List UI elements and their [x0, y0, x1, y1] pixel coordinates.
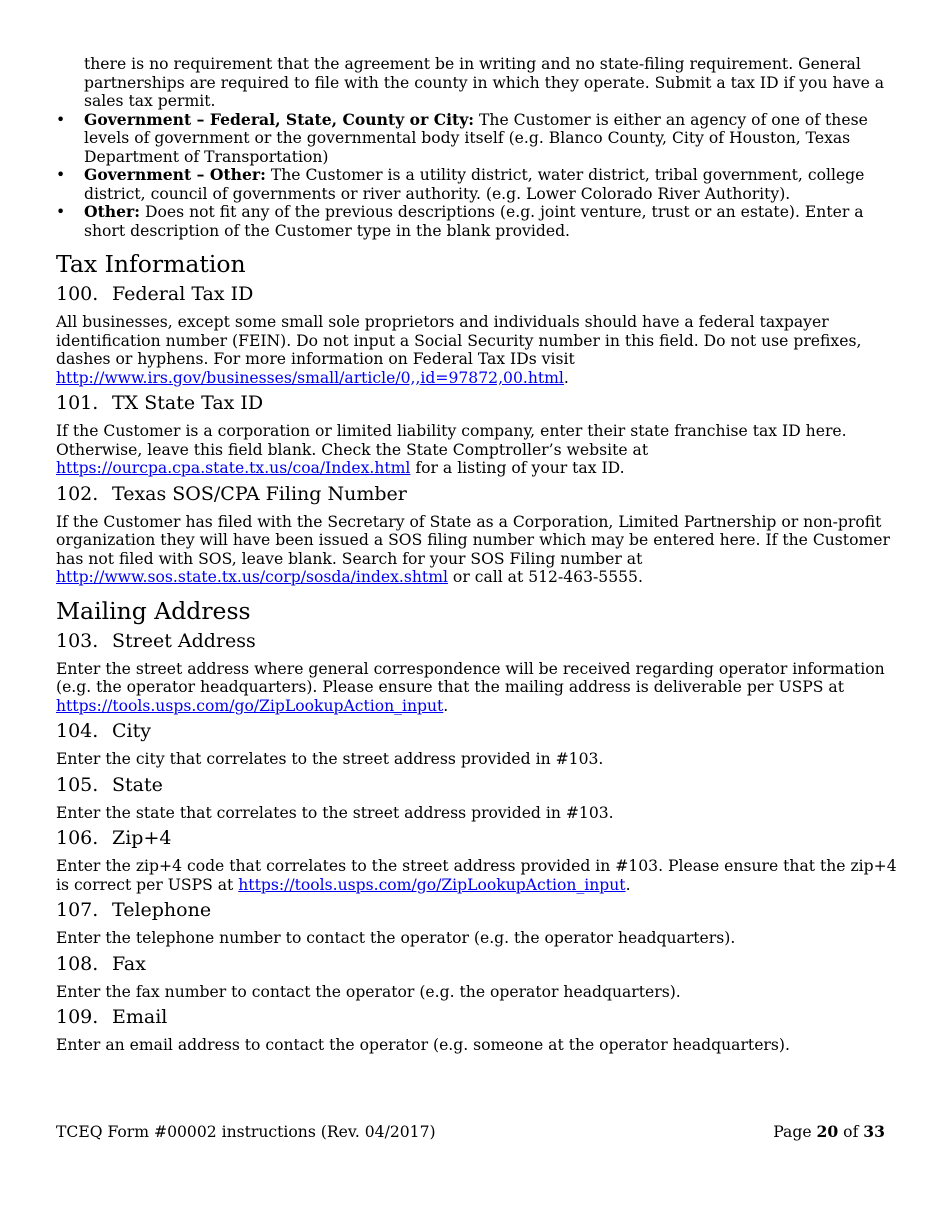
sos-link[interactable]: http://www.sos.state.tx.us/corp/sosda/index.shtml: [56, 568, 448, 586]
customer-type-list: [56, 111, 898, 241]
usps-link[interactable]: https://tools.usps.com/go/ZipLookupAction_input: [56, 696, 444, 715]
description-text: All businesses, except some small sole proprietors and individuals should have a federal taxpayer identification number (FEIN). Do not input a Social Security number in this field. Do not use prefixes, dashes or hyphens. For more information on Federal Tax IDs visit: [56, 313, 862, 368]
item-heading-fax: [56, 953, 898, 975]
item-heading-zip4: [56, 827, 898, 849]
list-item-text: Does not fit any of the previous descriptions (e.g. joint venture, trust or an estate). Enter a short description of the Customer type in the blank provided.: [84, 203, 864, 240]
page-word: Page: [773, 1123, 817, 1141]
list-item-text: The Customer is either an agency of one of these levels of government or the governmental body itself (e.g. Blanco County, City of Houston, Texas Department of Transportation): [84, 110, 868, 166]
item-number: 104.: [56, 720, 99, 742]
item-title: Zip+4: [112, 827, 172, 849]
description-text: .: [625, 875, 631, 894]
list-item-term: Other:: [84, 202, 141, 221]
section-heading-tax: Tax Information: [56, 250, 246, 278]
item-title: Street Address: [112, 629, 256, 652]
page-content: [56, 55, 898, 1060]
item-number: 109.: [56, 1006, 99, 1028]
item-number: 103.: [56, 629, 99, 652]
item-number: 105.: [56, 773, 99, 796]
item-heading-state: [56, 774, 898, 796]
list-item-term: Government – Other:: [84, 165, 266, 184]
item-title: TX State Tax ID: [112, 392, 264, 414]
item-description: [56, 857, 898, 894]
list-item: [56, 203, 898, 240]
item-number: 106.: [56, 827, 99, 849]
page-number: 20: [816, 1122, 839, 1141]
description-text: If the Customer is a corporation or limited liability company, enter their state franchise tax ID here. Otherwise, leave this field blank. Check the State Comptroller’s website at: [56, 422, 847, 459]
bullet-icon: •: [56, 110, 66, 129]
description-text: for a listing of your tax ID.: [410, 459, 625, 477]
item-description: [56, 660, 898, 716]
item-number: 108.: [56, 952, 99, 975]
item-description: Enter the state that correlates to the street address provided in #103.: [56, 803, 614, 822]
irs-link[interactable]: http://www.irs.gov/businesses/small/article/0,,id=97872,00.html: [56, 368, 564, 387]
description-text: or call at 512-463-5555.: [447, 568, 643, 586]
item-description: Enter the telephone number to contact the operator (e.g. the operator headquarters).: [56, 929, 736, 947]
item-title: Email: [112, 1006, 168, 1028]
description-text: .: [563, 368, 569, 387]
description-text: .: [443, 696, 449, 715]
item-title: City: [112, 720, 151, 742]
item-number: 100.: [56, 283, 99, 305]
page-total: 33: [863, 1122, 885, 1141]
item-heading-street-address: [56, 630, 898, 652]
form-identifier: TCEQ Form #00002 instructions (Rev. 04/2017): [56, 1123, 436, 1141]
list-item-term: Government – Federal, State, County or City:: [84, 109, 475, 129]
comptroller-link[interactable]: https://ourcpa.cpa.state.tx.us/coa/Index.html: [56, 459, 411, 477]
item-heading-city: [56, 720, 898, 742]
section-heading-mailing: Mailing Address: [56, 596, 251, 625]
item-title: Fax: [112, 952, 146, 975]
description-text: If the Customer has filed with the Secretary of State as a Corporation, Limited Partnership or non-profit organization they will have been issued a SOS filing number which may be entered here. If the Customer has not filed with SOS, leave blank. Search for your SOS Filing number at: [56, 512, 890, 568]
item-heading-telephone: [56, 899, 898, 921]
intro-continuation: there is no requirement that the agreement be in writing and no state-filing requirement. General partnerships are required to file with the county in which they operate. Submit a tax ID if you have a sales tax permit.: [84, 55, 885, 110]
description-text: Enter the zip+4 code that correlates to the street address provided in #103. Please ensure that the zip+4 is correct per USPS at: [56, 857, 897, 894]
list-item: [56, 166, 898, 203]
item-description: Enter the city that correlates to the street address provided in #103.: [56, 750, 604, 768]
item-number: 107.: [56, 899, 99, 921]
item-description: Enter the fax number to contact the operator (e.g. the operator headquarters).: [56, 982, 681, 1001]
item-heading-tx-state-tax-id: [56, 392, 898, 414]
bullet-icon: •: [56, 203, 66, 221]
item-description: [56, 313, 898, 387]
list-item: [56, 111, 898, 167]
item-number: 102.: [56, 482, 99, 505]
bullet-icon: •: [56, 166, 66, 184]
item-title: Telephone: [112, 899, 212, 921]
item-number: 101.: [56, 392, 99, 414]
item-description: [56, 422, 898, 478]
item-heading-email: [56, 1006, 898, 1028]
item-title: Texas SOS/CPA Filing Number: [112, 482, 407, 505]
list-item-text: The Customer is a utility district, water district, tribal government, college district, council of governments or river authority. (e.g. Lower Colorado River Authority).: [84, 166, 865, 203]
usps-link[interactable]: https://tools.usps.com/go/ZipLookupAction_input: [238, 875, 626, 894]
item-title: Federal Tax ID: [112, 283, 254, 305]
of-word: of: [838, 1123, 864, 1141]
item-description: [56, 513, 898, 587]
page-counter: [773, 1122, 885, 1142]
item-heading-sos-filing-number: [56, 483, 898, 505]
page-footer: [56, 1122, 885, 1142]
item-description: Enter an email address to contact the operator (e.g. someone at the operator headquarters).: [56, 1036, 790, 1054]
description-text: Enter the street address where general correspondence will be received regarding operator information (e.g. the operator headquarters). Please ensure that the mailing address is deliverable per USPS at: [56, 659, 885, 696]
item-title: State: [112, 773, 163, 796]
item-heading-federal-tax-id: [56, 283, 898, 305]
